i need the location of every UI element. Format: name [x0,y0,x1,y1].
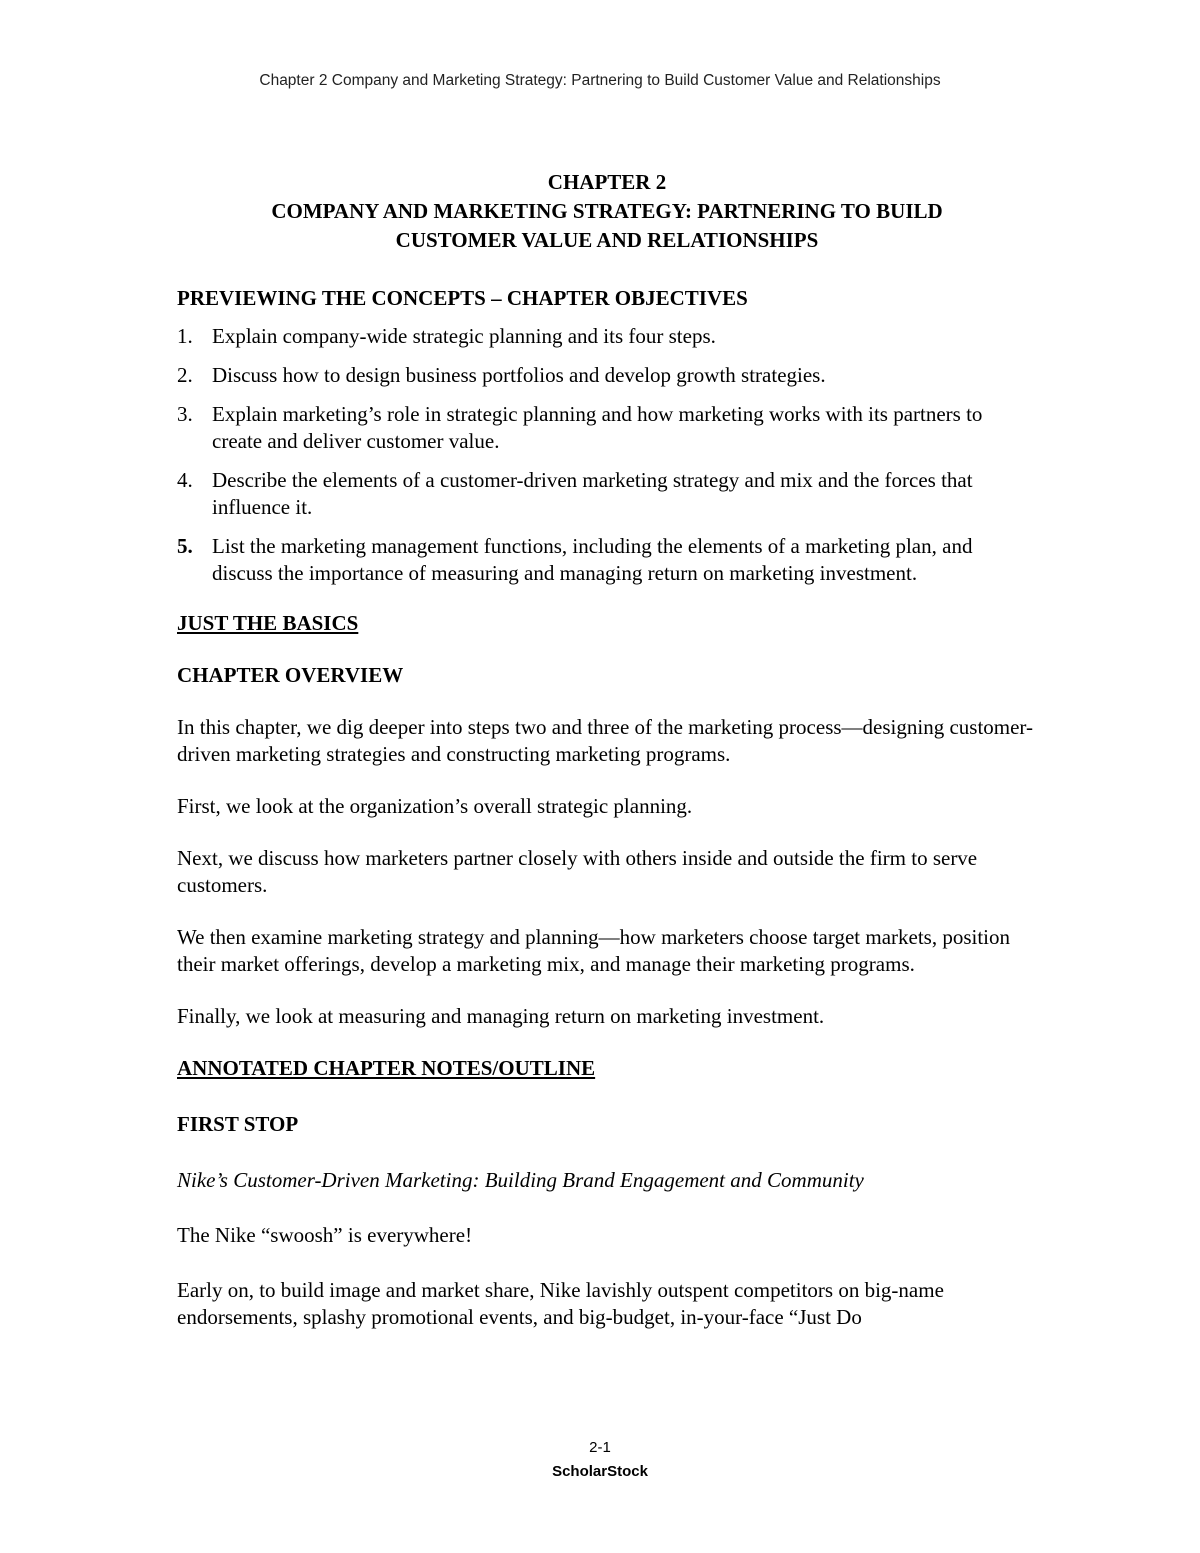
page-number: 2-1 [589,1439,611,1456]
objective-text: Explain marketing’s role in strategic planning and how marketing works with its partners to create and deliver customer value. [212,402,983,453]
overview-paragraph: First, we look at the organization’s overall strategic planning. [177,794,693,818]
overview-paragraph: We then examine marketing strategy and planning—how marketers choose target markets, position their market offerings, develop a marketing mix, and manage their marketing programs. [177,925,1011,976]
chapter-overview-heading: CHAPTER OVERVIEW [177,663,404,687]
case-paragraph: The Nike “swoosh” is everywhere! [177,1223,473,1247]
case-paragraph: Early on, to build image and market share, Nike lavishly outspent competitors on big-name endorsements, splashy promotional events, and big-budget, in-your-face “Just Do [177,1278,944,1329]
page-footer [0,1436,1200,1484]
page-content [177,168,1037,1331]
chapter-title-line-2: CUSTOMER VALUE AND RELATIONSHIPS [395,228,819,252]
overview-paragraph: In this chapter, we dig deeper into steps two and three of the marketing process—designing customer-driven marketing strategies and constructing marketing programs. [177,715,1033,766]
objective-number: 2. [177,363,193,387]
objective-text: List the marketing management functions, including the elements of a marketing plan, and discuss the importance of measuring and managing return on marketing investment. [212,534,973,585]
chapter-number: CHAPTER 2 [547,170,667,194]
list-item [177,467,1037,521]
overview-paragraph: Next, we discuss how marketers partner closely with others inside and outside the firm to serve customers. [177,846,978,897]
chapter-title-line-1: COMPANY AND MARKETING STRATEGY: PARTNERING TO BUILD [271,199,943,223]
list-item [177,362,1037,389]
list-item [177,401,1037,455]
list-item [177,323,1037,350]
chapter-notes-heading: ANNOTATED CHAPTER NOTES/OUTLINE [177,1056,596,1080]
objective-number: 5. [177,534,193,558]
objective-number: 1. [177,324,193,348]
first-stop-heading: FIRST STOP [177,1112,299,1136]
objective-number: 3. [177,402,193,426]
case-title: Nike’s Customer-Driven Marketing: Building Brand Engagement and Community [177,1168,864,1192]
chapter-title-block [177,168,1037,255]
objective-text: Describe the elements of a customer-driven marketing strategy and mix and the forces that influence it. [212,468,973,519]
objectives-heading: PREVIEWING THE CONCEPTS – CHAPTER OBJECTIVES [177,286,748,310]
running-header: Chapter 2 Company and Marketing Strategy: Partnering to Build Customer Value and Relationships [259,72,941,89]
list-item [177,533,1037,587]
objective-number: 4. [177,468,193,492]
overview-paragraph: Finally, we look at measuring and managing return on marketing investment. [177,1004,825,1028]
footer-brand: ScholarStock [552,1463,648,1480]
objective-text: Discuss how to design business portfolios and develop growth strategies. [212,363,826,387]
objectives-list [177,323,1037,587]
just-the-basics-heading: JUST THE BASICS [177,611,359,635]
objective-text: Explain company-wide strategic planning and its four steps. [212,324,716,348]
